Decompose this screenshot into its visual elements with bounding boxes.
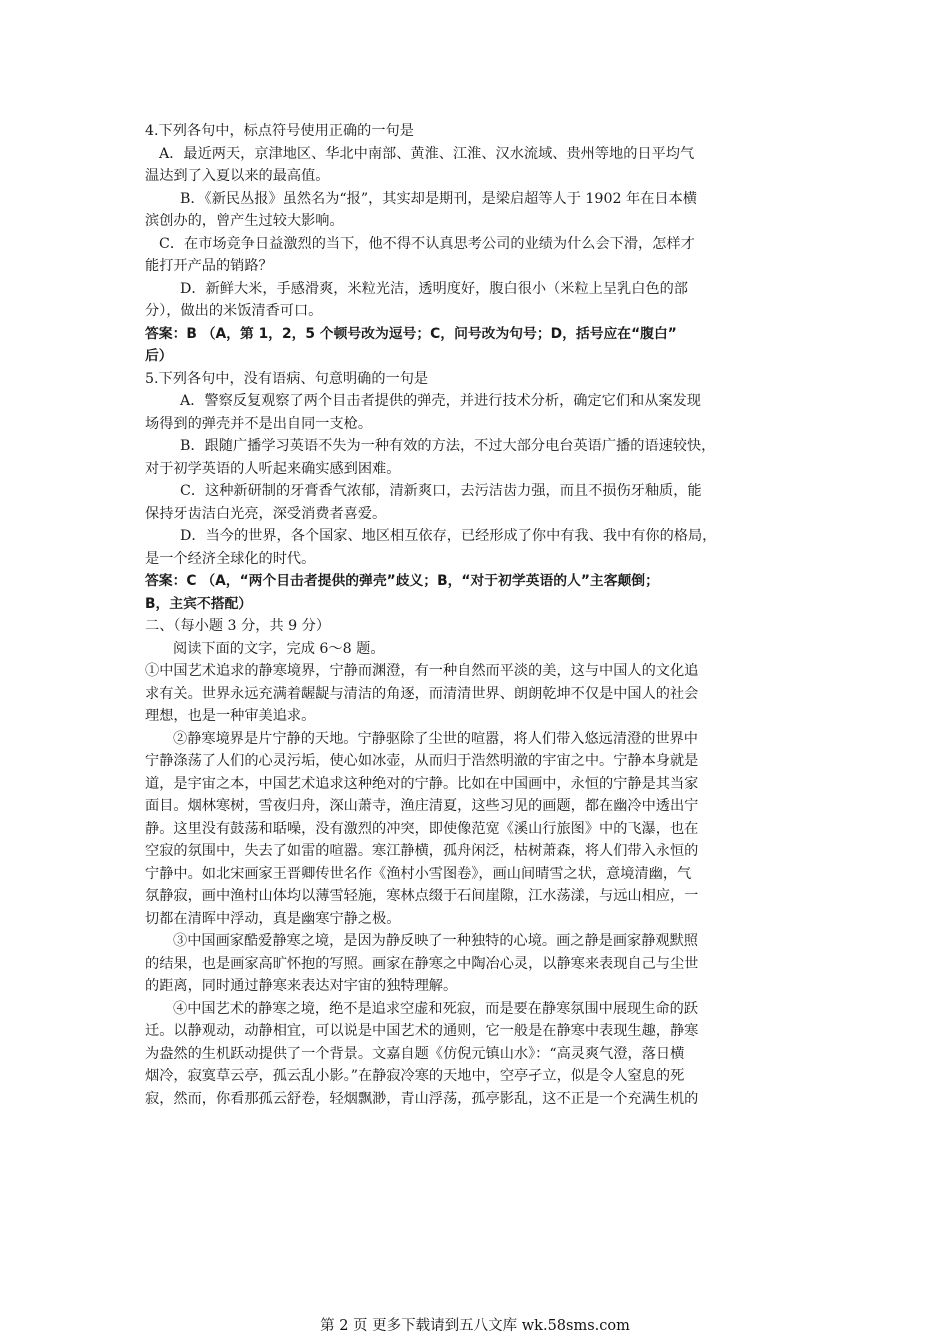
passage-line: 切都在清晖中浮动，真是幽寒宁静之极。 [145,910,401,927]
q5-option-a-line1: A．警察反复观察了两个目击者提供的弹壳，并进行技术分析，确定它们和从案发现 [180,393,701,409]
q4-option-c-line2: 能打开产品的销路？ [145,258,273,274]
q4-answer-line2: 后） [145,348,173,364]
passage-line: ③中国画家酷爱静寒之境，是因为静反映了一种独特的心境。画之静是画家静观默照 [173,933,698,949]
q5-option-b-line2: 对于初学英语的人听起来确实感到困难。 [145,460,401,477]
q4-answer-line1: 答案：B （A，第 1，2，5 个顿号改为逗号；C，问号改为句号；D，括号应在“腹白” [145,325,677,342]
passage-line: 道，是宇宙之本，中国艺术追求这种绝对的宁静。比如在中国画中，永恒的宁静是其当家 [145,775,699,792]
passage-line: 理想，也是一种审美追求。 [145,708,316,724]
passage-line: 求有关。世界永远充满着龌龊与清洁的角逐，而清清世界、朗朗乾坤不仅是中国人的社会 [145,685,699,702]
passage-line: 为盎然的生机跃动提供了一个背景。文嘉自题《仿倪元镇山水》：“高灵爽气澄，落日横 [145,1045,685,1062]
passage-line: 空寂的氛围中，失去了如雷的喧嚣。寒江静横，孤舟闲泛，枯树萧森，将人们带入永恒的 [145,843,699,859]
q4-option-b-line1: B．《新民丛报》虽然名为“报”，其实却是期刊，是梁启超等人于 1902 年在日本横 [180,190,697,207]
passage-line: 宁静中。如北宋画家王晋卿传世名作《渔村小雪图卷》，画山间晴雪之状，意境清幽，气 [145,865,692,882]
passage-line: 的结果，也是画家高旷怀抱的写照。画家在静寒之中陶冶心灵，以静寒来表现自己与尘世 [145,955,699,972]
passage-line: 面目。烟林寒树，雪夜归舟，深山萧寺，渔庄清夏，这些习见的画题，都在幽冷中透出宁 [145,798,699,814]
section-2-heading: 二、（每小题 3 分，共 9 分） [145,618,331,634]
q5-option-b-line1: B．跟随广播学习英语不失为一种有效的方法，不过大部分电台英语广播的语速较快， [180,438,716,454]
q5-option-d-line2: 是一个经济全球化的时代。 [145,550,316,567]
q4-option-d-line2: 分），做出的米饭清香可口。 [145,303,323,319]
passage-line: ④中国艺术的静寒之境，绝不是追求空虚和死寂，而是要在静寒氛围中展现生命的跃 [173,1000,698,1017]
passage-line: 烟冷，寂寞草云亭，孤云乱小影。”在静寂冷寒的天地中，空亭孑立，似是令人窒息的死 [145,1068,685,1084]
passage-line: 的距离，同时通过静寒来表达对宇宙的独特理解。 [145,978,458,994]
q5-option-c-line2: 保持牙齿洁白光亮，深受消费者喜爱。 [145,505,387,522]
q5-option-a-line2: 场得到的弹壳并不是出自同一支枪。 [145,415,373,432]
passage-line: 寂，然而，你看那孤云舒卷，轻烟飘渺，青山浮荡，孤亭影乱，这不正是一个充满生机的 [145,1090,699,1107]
q4-option-d-line1: D．新鲜大米，手感滑爽，米粒光洁，透明度好，腹白很小（米粒上呈乳白色的部 [180,280,688,297]
q5-option-c-line1: C．这种新研制的牙膏香气浓郁，清新爽口，去污洁齿力强，而且不损伤牙釉质，能 [180,483,702,499]
q5-answer-line1: 答案：C （A，“两个目击者提供的弹壳”歧义；B，“对于初学英语的人”主客颠倒； [145,573,659,589]
page-footer: 第 2 页 更多下载请到五八文库 wk.58sms.com [320,1318,630,1334]
q5-answer-line2: B，主宾不搭配） [145,595,253,612]
question-4-stem: 4.下列各句中，标点符号使用正确的一句是 [145,123,414,139]
q5-option-d-line1: D．当今的世界，各个国家、地区相互依存，已经形成了你中有我、我中有你的格局， [180,528,717,544]
passage-line: ①中国艺术追求的静寒境界，宁静而渊澄，有一种自然而平淡的美，这与中国人的文化追 [145,663,699,679]
passage-line: 氛静寂，画中渔村山体均以薄雪轻施，寒林点缀于石间崖隙，江水荡漾，与远山相应，一 [145,888,699,904]
q4-option-a-line1: A．最近两天，京津地区、华北中南部、黄淮、江淮、汉水流域、贵州等地的日平均气 [159,145,695,162]
q4-option-b-line2: 滨创办的，曾产生过较大影响。 [145,213,344,229]
question-5-stem: 5.下列各句中，没有语病、句意明确的一句是 [145,370,429,387]
passage-line: 宁静涤荡了人们的心灵污垢，使心如冰壶，从而归于浩然明澈的宇宙之中。宁静本身就是 [145,753,699,769]
passage-line: 静。这里没有鼓荡和聒噪，没有激烈的冲突，即使像范宽《溪山行旅图》中的飞瀑，也在 [145,820,699,837]
passage-line: 迁。以静观动，动静相宜，可以说是中国艺术的通则，它一般是在静寒中表现生趣，静寒 [145,1023,699,1039]
passage-line: ②静寒境界是片宁静的天地。宁静驱除了尘世的喧嚣，将人们带入悠远清澄的世界中 [173,730,698,747]
section-2-intro: 阅读下面的文字，完成 6～8 题。 [173,640,385,657]
q4-option-a-line2: 温达到了入夏以来的最高值。 [145,168,330,184]
q4-option-c-line1: C．在市场竞争日益激烈的当下，他不得不认真思考公司的业绩为什么会下滑，怎样才 [159,235,695,252]
page-content [145,120,810,1110]
